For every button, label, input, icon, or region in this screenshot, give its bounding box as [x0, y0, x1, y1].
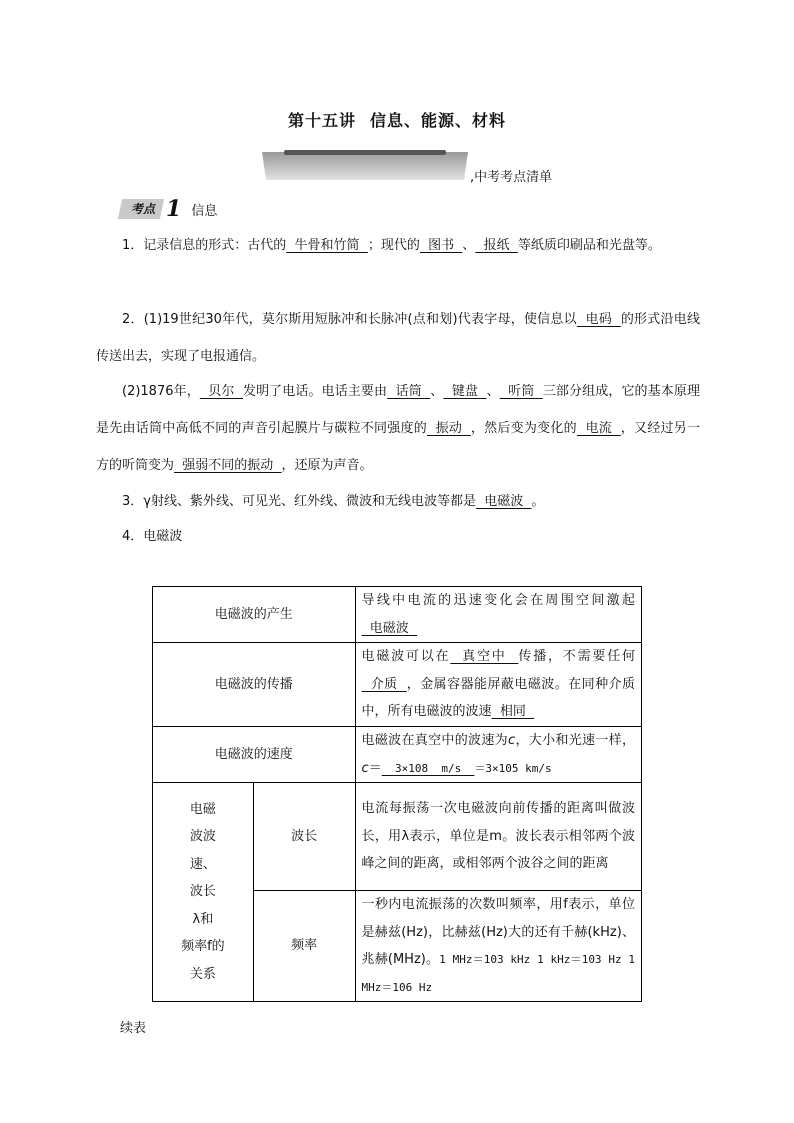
- kaodian-tag: 考点: [118, 199, 164, 219]
- paragraph-3: [96, 373, 700, 484]
- text: (2)1876年，: [122, 384, 200, 399]
- table-row: [153, 727, 642, 783]
- answer-blank: 图书: [419, 238, 463, 253]
- answer-blank: 电磁波: [361, 620, 418, 636]
- text: 、: [430, 384, 444, 399]
- paragraph-2: [96, 301, 700, 375]
- answer-blank: 话筒: [387, 384, 431, 399]
- table-row: [153, 643, 642, 727]
- text: ，金属容器能屏蔽电磁波。在同种介质中，所有电磁波的波速: [361, 676, 635, 720]
- text: 导线中电流的迅速变化会在周围空间激起: [361, 593, 635, 608]
- text: 一秒内电流振荡的次数叫频率，用f表示，单位是赫兹(Hz)，比赫兹(Hz)大的还有千赫(kHz)、兆赫(MHz)。: [361, 897, 635, 967]
- title-sub: 信息、能源、材料: [370, 111, 507, 130]
- row-key: 频率: [253, 891, 355, 1002]
- symbol-c: c: [508, 733, 516, 748]
- group-key-line: 电磁: [189, 801, 216, 817]
- row-key: 波长: [253, 783, 355, 891]
- row-key: 电磁波的产生: [153, 587, 356, 643]
- text: 1．记录信息的形式：古代的: [122, 238, 287, 253]
- text: ，大小和光速一样，: [515, 733, 635, 748]
- text: 2．(1)19世纪30年代，莫尔斯用短脉冲和长脉冲(点和划)代表字母，使信息以: [122, 312, 577, 327]
- kaodian-number: 1: [166, 196, 182, 222]
- text: 的形式沿电线传送出去，实现了电报通信。: [96, 312, 700, 364]
- answer-blank: 听筒: [499, 384, 543, 399]
- row-value: [355, 727, 641, 783]
- row-value: [355, 891, 641, 1002]
- text: 3．γ射线、紫外线、可见光、红外线、微波和无线电波等都是: [122, 494, 476, 509]
- answer-blank: 电流: [576, 421, 621, 436]
- answer-blank: 强弱不同的振动: [174, 458, 282, 473]
- answer-blank: 报纸: [475, 238, 518, 253]
- text: ＝3×105 km/s: [474, 761, 552, 775]
- em-wave-table: [152, 586, 642, 1002]
- row-key: 电磁波的速度: [153, 727, 356, 783]
- answer-blank: 键盘: [443, 384, 487, 399]
- kaodian-label: 信息: [191, 203, 218, 219]
- text: 4．电磁波: [122, 529, 183, 544]
- text: 传播，不需要任何: [518, 649, 635, 665]
- text: 三部分组成，它的基本原理是先由话筒中高低不同的声音引起膜片与碳粒不同强度的: [96, 384, 700, 436]
- group-key-line: 频率f的: [181, 939, 225, 955]
- text: 发明了电话。电话主要由: [242, 384, 388, 399]
- text: 、: [486, 384, 500, 399]
- text: ；现代的: [367, 238, 420, 253]
- answer-blank: 电磁波: [475, 494, 532, 509]
- group-key-line: 关系: [189, 966, 216, 982]
- title-main: 第十五讲: [287, 111, 356, 130]
- table-row: [153, 587, 642, 643]
- text: 等纸质印刷品和光盘等。: [517, 238, 661, 253]
- text: 电磁波可以在: [361, 649, 451, 665]
- text: ，又经过另一方的听筒变为: [96, 421, 700, 473]
- text: 电磁波在真空中的波速为: [361, 733, 508, 748]
- answer-blank: 相同: [491, 704, 535, 720]
- answer-blank: 真空中: [450, 649, 519, 665]
- group-key-line: 波波: [189, 829, 216, 845]
- row-value: 电流每振荡一次电磁波向前传播的距离叫做波长，用λ表示，单位是m。波长表示相邻两个波峰之间的距离，或相邻两个波谷之间的距离: [355, 783, 641, 891]
- text: ，然后变为变化的: [470, 421, 577, 436]
- symbol-c: c: [361, 760, 369, 776]
- group-key-line: λ和: [192, 911, 214, 927]
- row-value: [355, 643, 641, 727]
- group-key-line: 波长: [189, 884, 216, 900]
- kaodian-header: [120, 198, 217, 220]
- group-key: [153, 783, 254, 1002]
- answer-blank: 3×108 m/s: [381, 761, 475, 775]
- table-row: [153, 783, 642, 891]
- text: ，还原为声音。: [281, 458, 373, 473]
- answer-blank: 牛骨和竹简: [286, 238, 368, 253]
- text: 、: [462, 238, 476, 253]
- text: 。: [531, 494, 545, 509]
- row-key: 电磁波的传播: [153, 643, 356, 727]
- text: ＝: [368, 760, 382, 776]
- text: 1 MHz＝103 kHz 1 kHz＝103 Hz 1 MHz＝106 Hz: [361, 953, 635, 994]
- answer-blank: 振动: [426, 421, 471, 436]
- banner-label: ,中考考点清单: [470, 170, 553, 185]
- group-key-line: 速、: [189, 856, 216, 872]
- answer-blank: 电码: [576, 312, 621, 327]
- paragraph-5: [96, 518, 700, 555]
- page-title: [0, 108, 794, 131]
- continued-label: 续表: [120, 1021, 147, 1036]
- row-value: [355, 587, 641, 643]
- paragraph-1: [96, 227, 700, 264]
- answer-blank: 介质: [361, 676, 407, 692]
- paragraph-4: [96, 483, 700, 520]
- banner-graphic: [262, 150, 468, 180]
- answer-blank: 贝尔: [199, 384, 243, 399]
